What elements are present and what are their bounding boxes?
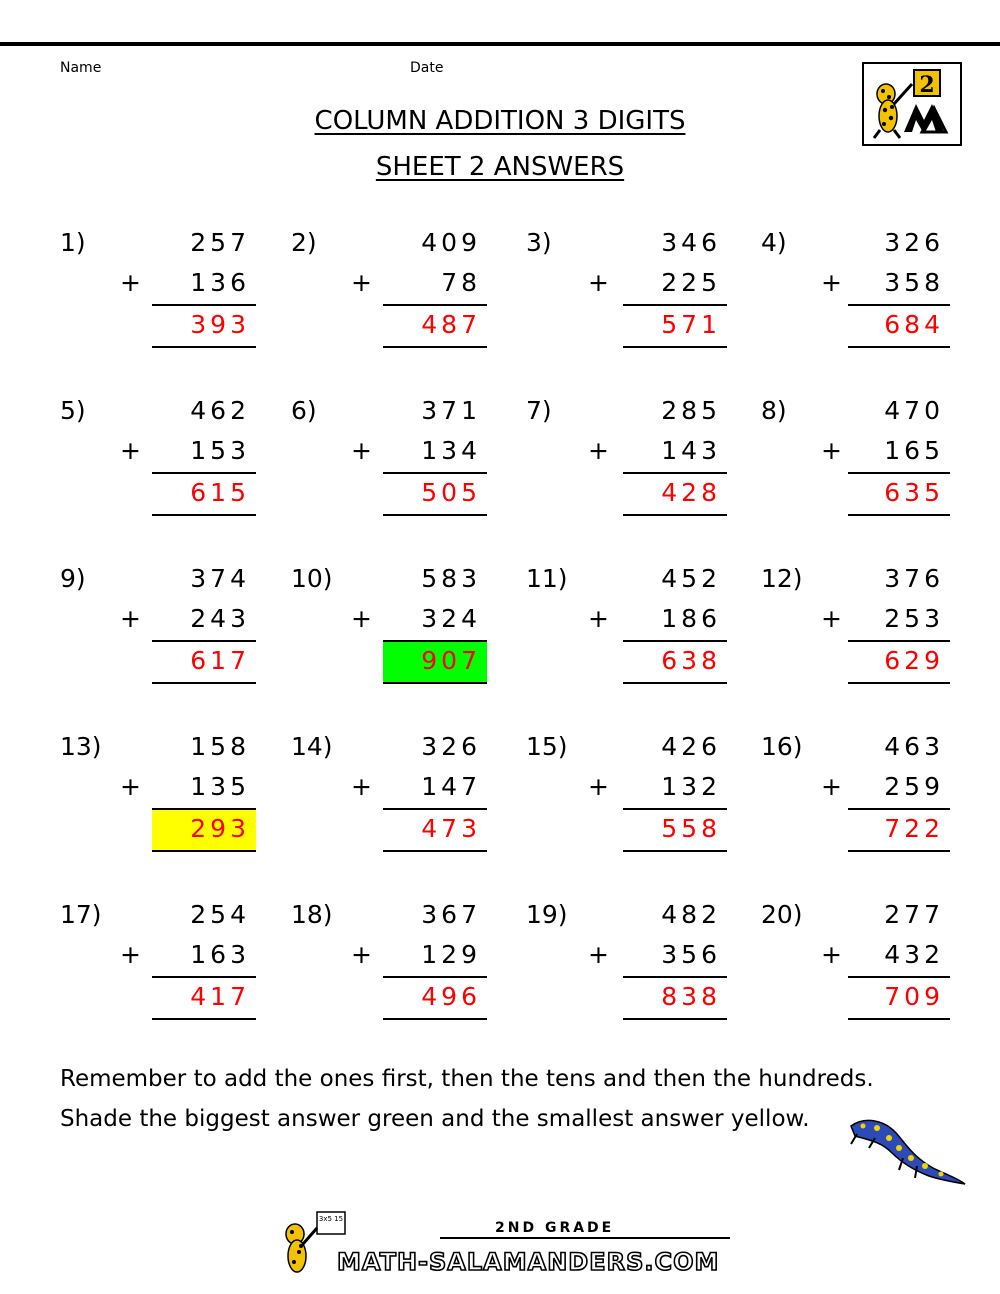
- plus-sign: +: [120, 604, 141, 633]
- problem-number: 17): [60, 900, 102, 929]
- sum-rule-top: [848, 808, 950, 810]
- problem-number: 5): [60, 396, 86, 425]
- answer: 638: [661, 646, 721, 675]
- sum-rule-bottom: [848, 514, 950, 516]
- sum-rule-top: [848, 472, 950, 474]
- sum-rule-top: [152, 976, 256, 978]
- problem-number: 6): [291, 396, 317, 425]
- problem-number: 19): [526, 900, 568, 929]
- plus-sign: +: [821, 436, 842, 465]
- top-addend: 285: [661, 396, 721, 425]
- sum-rule-bottom: [152, 682, 256, 684]
- bottom-addend: 134: [421, 436, 481, 465]
- problem-5: [60, 396, 256, 526]
- problem-number: 11): [526, 564, 568, 593]
- bottom-addend: 153: [190, 436, 250, 465]
- problem-8: [761, 396, 950, 526]
- problem-11: [526, 564, 727, 694]
- answer: 629: [884, 646, 944, 675]
- bottom-addend: 324: [421, 604, 481, 633]
- page-subtitle: SHEET 2 ANSWERS: [375, 152, 625, 182]
- problem-15: [526, 732, 727, 862]
- sum-rule-bottom: [848, 346, 950, 348]
- sum-rule-top: [383, 472, 487, 474]
- answer: 505: [421, 478, 481, 507]
- sum-rule-bottom: [848, 1018, 950, 1020]
- date-label: Date: [410, 60, 444, 76]
- plus-sign: +: [821, 772, 842, 801]
- sum-rule-top: [848, 640, 950, 642]
- answer: 907: [421, 646, 481, 675]
- sum-rule-top: [623, 976, 727, 978]
- plus-sign: +: [588, 268, 609, 297]
- plus-sign: +: [588, 772, 609, 801]
- problem-1: [60, 228, 256, 358]
- plus-sign: +: [588, 940, 609, 969]
- top-addend: 158: [190, 732, 250, 761]
- sum-rule-bottom: [383, 346, 487, 348]
- problem-4: [761, 228, 950, 358]
- bottom-addend: 143: [661, 436, 721, 465]
- problem-number: 10): [291, 564, 333, 593]
- answer: 558: [661, 814, 721, 843]
- sum-rule-bottom: [152, 1018, 256, 1020]
- problem-number: 15): [526, 732, 568, 761]
- top-addend: 583: [421, 564, 481, 593]
- problem-number: 9): [60, 564, 86, 593]
- problem-2: [291, 228, 487, 358]
- problem-19: [526, 900, 727, 1030]
- top-addend: 463: [884, 732, 944, 761]
- sum-rule-bottom: [848, 682, 950, 684]
- logo-digit: 2: [919, 72, 935, 98]
- footer-site: MATH-SALAMANDERS.COM: [337, 1248, 720, 1276]
- bottom-addend: 225: [661, 268, 721, 297]
- sum-rule-top: [383, 304, 487, 306]
- bottom-addend: 136: [190, 268, 250, 297]
- sum-rule-top: [848, 304, 950, 306]
- sum-rule-bottom: [383, 850, 487, 852]
- top-addend: 254: [190, 900, 250, 929]
- answer: 635: [884, 478, 944, 507]
- answer: 684: [884, 310, 944, 339]
- sum-rule-bottom: [623, 850, 727, 852]
- answer: 722: [884, 814, 944, 843]
- footer-board-text: 3x5 15: [318, 1215, 344, 1223]
- top-addend: 462: [190, 396, 250, 425]
- plus-sign: +: [351, 268, 372, 297]
- top-addend: 470: [884, 396, 944, 425]
- problem-20: [761, 900, 950, 1030]
- bottom-addend: 165: [884, 436, 944, 465]
- problem-10: [291, 564, 487, 694]
- answer: 615: [190, 478, 250, 507]
- bottom-addend: 147: [421, 772, 481, 801]
- bottom-addend: 132: [661, 772, 721, 801]
- top-addend: 346: [661, 228, 721, 257]
- sum-rule-top: [152, 640, 256, 642]
- top-addend: 452: [661, 564, 721, 593]
- problem-number: 12): [761, 564, 803, 593]
- answer: 571: [661, 310, 721, 339]
- sum-rule-top: [383, 976, 487, 978]
- bottom-addend: 186: [661, 604, 721, 633]
- problem-7: [526, 396, 727, 526]
- top-addend: 376: [884, 564, 944, 593]
- sum-rule-bottom: [383, 1018, 487, 1020]
- plus-sign: +: [120, 772, 141, 801]
- problem-number: 7): [526, 396, 552, 425]
- top-addend: 374: [190, 564, 250, 593]
- answer: 496: [421, 982, 481, 1011]
- sum-rule-bottom: [848, 850, 950, 852]
- problem-9: [60, 564, 256, 694]
- sum-rule-top: [848, 976, 950, 978]
- sum-rule-bottom: [623, 346, 727, 348]
- problem-12: [761, 564, 950, 694]
- sum-rule-bottom: [383, 514, 487, 516]
- problem-13: [60, 732, 256, 862]
- plus-sign: +: [351, 772, 372, 801]
- top-addend: 482: [661, 900, 721, 929]
- sum-rule-top: [623, 304, 727, 306]
- problem-number: 16): [761, 732, 803, 761]
- sum-rule-bottom: [623, 682, 727, 684]
- problem-number: 20): [761, 900, 803, 929]
- bottom-addend: 253: [884, 604, 944, 633]
- bottom-addend: 356: [661, 940, 721, 969]
- problem-number: 2): [291, 228, 317, 257]
- plus-sign: +: [351, 604, 372, 633]
- plus-sign: +: [351, 940, 372, 969]
- plus-sign: +: [821, 268, 842, 297]
- plus-sign: +: [120, 436, 141, 465]
- answer: 393: [190, 310, 250, 339]
- top-addend: 326: [884, 228, 944, 257]
- sum-rule-top: [152, 304, 256, 306]
- footer-grade: 2ND GRADE: [495, 1220, 615, 1236]
- plus-sign: +: [588, 604, 609, 633]
- bottom-addend: 129: [421, 940, 481, 969]
- sum-rule-bottom: [152, 346, 256, 348]
- problem-number: 4): [761, 228, 787, 257]
- instruction-line-2: Shade the biggest answer green and the smallest answer yellow.: [60, 1106, 810, 1132]
- blue-salamander-icon: [845, 1112, 970, 1192]
- sum-rule-top: [623, 640, 727, 642]
- sum-rule-top: [152, 472, 256, 474]
- answer: 487: [421, 310, 481, 339]
- sum-rule-bottom: [152, 850, 256, 852]
- top-addend: 277: [884, 900, 944, 929]
- bottom-addend: 259: [884, 772, 944, 801]
- answer: 709: [884, 982, 944, 1011]
- top-addend: 371: [421, 396, 481, 425]
- problem-number: 18): [291, 900, 333, 929]
- sum-rule-bottom: [152, 514, 256, 516]
- top-addend: 409: [421, 228, 481, 257]
- plus-sign: +: [821, 604, 842, 633]
- sum-rule-top: [383, 808, 487, 810]
- problem-number: 8): [761, 396, 787, 425]
- answer: 838: [661, 982, 721, 1011]
- problem-16: [761, 732, 950, 862]
- sum-rule-bottom: [623, 514, 727, 516]
- problem-number: 13): [60, 732, 102, 761]
- answer: 417: [190, 982, 250, 1011]
- plus-sign: +: [120, 940, 141, 969]
- sum-rule-bottom: [383, 682, 487, 684]
- page-title: COLUMN ADDITION 3 DIGITS: [314, 106, 686, 136]
- bottom-addend: 432: [884, 940, 944, 969]
- problem-17: [60, 900, 256, 1030]
- bottom-addend: 358: [884, 268, 944, 297]
- bottom-addend: 163: [190, 940, 250, 969]
- plus-sign: +: [588, 436, 609, 465]
- answer: 293: [190, 814, 250, 843]
- bottom-addend: 78: [441, 268, 481, 297]
- instruction-line-1: Remember to add the ones first, then the tens and then the hundreds.: [60, 1066, 874, 1092]
- sum-rule-top: [623, 808, 727, 810]
- problem-3: [526, 228, 727, 358]
- plus-sign: +: [821, 940, 842, 969]
- problem-6: [291, 396, 487, 526]
- answer: 428: [661, 478, 721, 507]
- name-label: Name: [60, 60, 102, 76]
- bottom-addend: 243: [190, 604, 250, 633]
- problem-number: 1): [60, 228, 86, 257]
- footer-logo: [275, 1208, 730, 1278]
- bottom-addend: 135: [190, 772, 250, 801]
- top-addend: 326: [421, 732, 481, 761]
- plus-sign: +: [120, 268, 141, 297]
- problem-number: 3): [526, 228, 552, 257]
- answer: 617: [190, 646, 250, 675]
- sum-rule-bottom: [623, 1018, 727, 1020]
- answer: 473: [421, 814, 481, 843]
- plus-sign: +: [351, 436, 372, 465]
- problem-14: [291, 732, 487, 862]
- top-addend: 426: [661, 732, 721, 761]
- top-addend: 367: [421, 900, 481, 929]
- top-addend: 257: [190, 228, 250, 257]
- sum-rule-top: [623, 472, 727, 474]
- problem-18: [291, 900, 487, 1030]
- problem-number: 14): [291, 732, 333, 761]
